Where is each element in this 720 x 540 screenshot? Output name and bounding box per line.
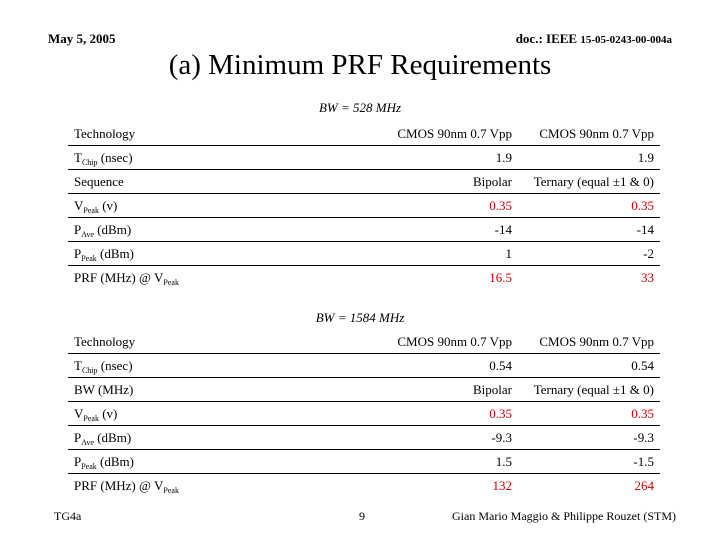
row-label — [74, 454, 134, 470]
row-label-unit: (nsec) — [97, 358, 133, 373]
table-row — [68, 122, 660, 146]
table-row — [68, 402, 660, 426]
table-row — [68, 266, 660, 290]
row-label — [74, 382, 133, 398]
row-label-unit: (dBm) — [96, 454, 134, 469]
cell-value-col1: 0.54 — [489, 358, 512, 373]
doc-id — [516, 31, 672, 47]
row-label-text: PRF (MHz) @ V — [74, 478, 164, 493]
row-label — [74, 478, 179, 494]
table-row — [68, 330, 660, 354]
row-label-subscript: Ave — [81, 230, 94, 239]
row-label-text: Technology — [74, 334, 136, 349]
cell-value-col2: -2 — [643, 246, 654, 261]
cell-value-col2: Ternary (equal ±1 & 0) — [533, 382, 654, 397]
row-label-subscript: Chip — [81, 158, 98, 167]
date-label: May 5, 2005 — [48, 31, 116, 46]
cell-value-col2: 0.35 — [631, 406, 654, 421]
row-label — [74, 334, 135, 350]
cell-value-col1: CMOS 90nm 0.7 Vpp — [397, 126, 512, 141]
page-number: 9 — [359, 509, 365, 523]
table-row — [68, 242, 660, 266]
row-label-subscript: Peak — [163, 278, 179, 287]
row-label-subscript: Peak — [83, 206, 99, 215]
row-label-unit: (dBm) — [96, 246, 134, 261]
cell-value-col1: -14 — [494, 222, 512, 237]
row-label — [74, 126, 135, 142]
table-row — [68, 218, 660, 242]
row-label-unit: (v) — [98, 406, 118, 421]
table-row — [68, 170, 660, 194]
table-row — [68, 354, 660, 378]
table-row — [68, 378, 660, 402]
row-label-text: P — [74, 430, 82, 445]
row-label-text: PRF (MHz) @ V — [74, 270, 164, 285]
row-label-subscript: Chip — [81, 366, 98, 375]
row-label-subscript: Peak — [81, 462, 97, 471]
row-label — [74, 222, 131, 238]
bandwidth-label: BW = 528 MHz — [318, 100, 402, 115]
row-label-unit: (dBm) — [93, 222, 132, 237]
cell-value-col1: 0.35 — [489, 198, 512, 213]
cell-value-col2: 0.35 — [631, 198, 654, 213]
row-label — [74, 406, 117, 422]
cell-value-col1: -9.3 — [491, 430, 512, 445]
cell-value-col1: 1.9 — [495, 150, 512, 165]
cell-value-col1: 1 — [505, 246, 512, 261]
row-label-text: Technology — [74, 126, 136, 141]
cell-value-col1: 16.5 — [489, 270, 512, 285]
cell-value-col1: Bipolar — [473, 174, 512, 189]
cell-value-col2: 33 — [641, 270, 654, 285]
row-label-text: P — [74, 246, 82, 261]
row-label-text: Sequence — [74, 174, 124, 189]
doc-prefix: doc.: IEEE — [515, 31, 581, 46]
row-label — [74, 150, 133, 166]
row-label — [74, 174, 124, 190]
row-label-unit: (v) — [98, 198, 118, 213]
bandwidth-label: BW = 1584 MHz — [315, 310, 405, 325]
cell-value-col2: CMOS 90nm 0.7 Vpp — [539, 126, 654, 141]
row-label-text: V — [74, 406, 84, 421]
cell-value-col2: 264 — [634, 478, 654, 493]
row-label-subscript: Peak — [163, 486, 179, 495]
cell-value-col1: 1.5 — [495, 454, 512, 469]
cell-value-col2: 0.54 — [631, 358, 654, 373]
row-label-text: P — [74, 222, 82, 237]
row-label — [74, 430, 131, 446]
row-label-subscript: Ave — [81, 438, 94, 447]
cell-value-col2: CMOS 90nm 0.7 Vpp — [539, 334, 654, 349]
cell-value-col2: 1.9 — [637, 150, 654, 165]
row-label-subscript: Peak — [83, 414, 99, 423]
table-row — [68, 194, 660, 218]
footer-authors: Gian Mario Maggio & Philippe Rouzet (STM) — [452, 509, 676, 523]
footer-left: TG4a — [54, 509, 82, 523]
row-label-text: T — [74, 150, 82, 165]
cell-value-col2: -1.5 — [633, 454, 654, 469]
cell-value-col2: Ternary (equal ±1 & 0) — [533, 174, 654, 189]
cell-value-col1: 0.35 — [489, 406, 512, 421]
cell-value-col2: -14 — [636, 222, 654, 237]
table-row — [68, 146, 660, 170]
doc-number: 15-05-0243-00-004a — [580, 34, 672, 46]
row-label — [74, 246, 134, 262]
cell-value-col2: -9.3 — [633, 430, 654, 445]
table-row — [68, 450, 660, 474]
table-row — [68, 474, 660, 498]
row-label — [74, 270, 179, 286]
row-label-text: V — [74, 198, 84, 213]
row-label — [74, 358, 133, 374]
row-label — [74, 198, 117, 214]
row-label-text: P — [74, 454, 82, 469]
row-label-unit: (dBm) — [93, 430, 132, 445]
row-label-text: BW (MHz) — [74, 382, 134, 397]
table-row — [68, 426, 660, 450]
row-label-unit: (nsec) — [97, 150, 133, 165]
row-label-text: T — [74, 358, 82, 373]
cell-value-col1: Bipolar — [473, 382, 512, 397]
page-title: (a) Minimum PRF Requirements — [168, 49, 552, 81]
row-label-subscript: Peak — [81, 254, 97, 263]
cell-value-col1: CMOS 90nm 0.7 Vpp — [397, 334, 512, 349]
cell-value-col1: 132 — [492, 478, 512, 493]
